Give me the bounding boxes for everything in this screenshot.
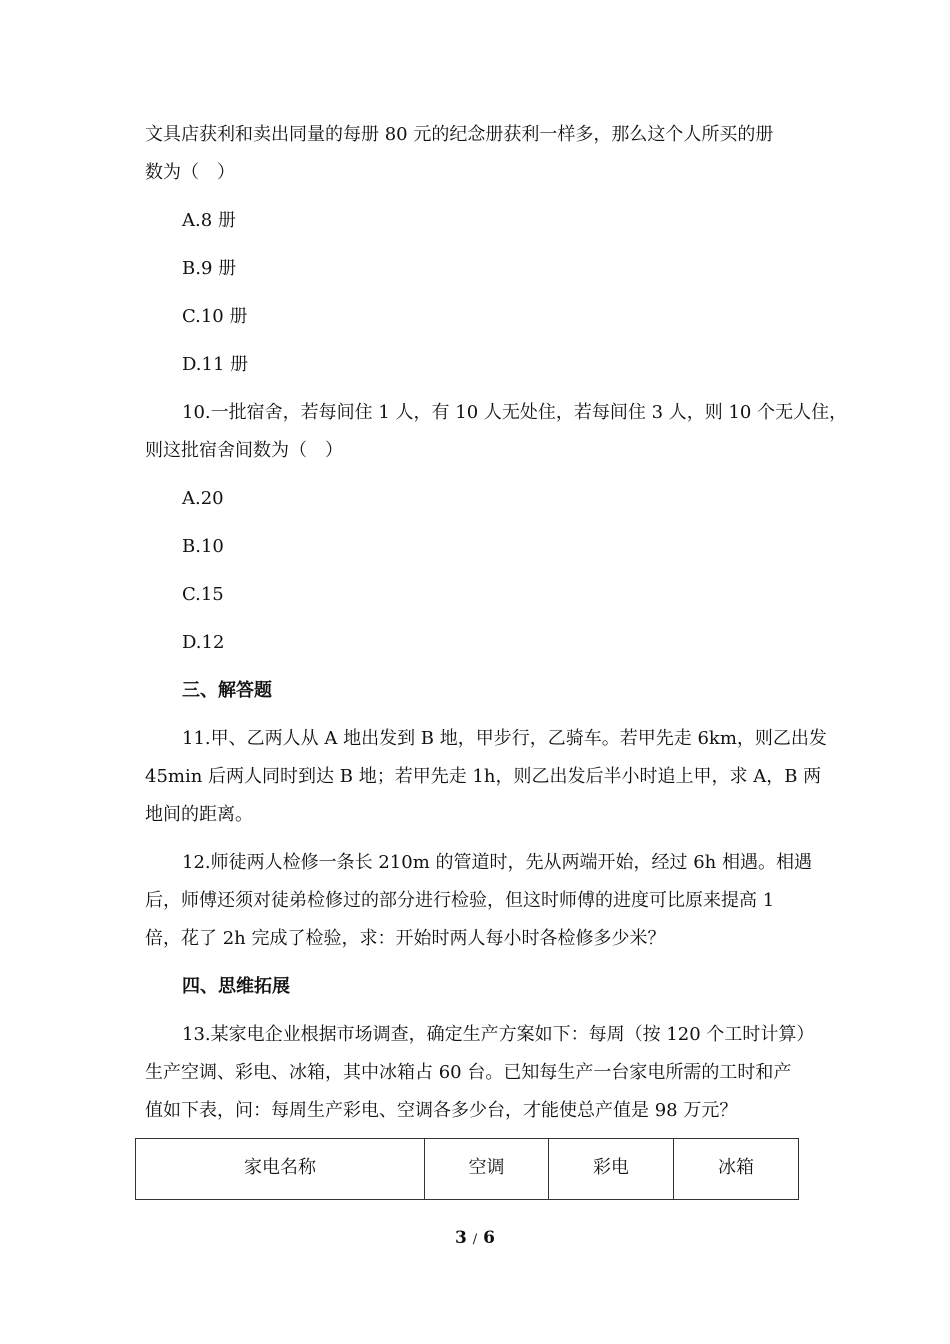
section-heading-answers: 三、解答题 — [182, 680, 272, 701]
page-number — [0, 1228, 950, 1248]
q9-option-c: C.10 册 — [182, 306, 248, 327]
page-current: 3 — [455, 1228, 467, 1248]
q10-option-a: A.20 — [182, 488, 224, 509]
table-header-refrigerator: 冰箱 — [674, 1139, 799, 1200]
q9-option-d: D.11 册 — [182, 354, 249, 375]
q10-text-line2: 则这批宿舍间数为（ ） — [145, 440, 343, 461]
q12-text-line1: 12.师徒两人检修一条长 210m 的管道时，先从两端开始，经过 6h 相遇。相遇 — [182, 852, 812, 873]
q9-option-a: A.8 册 — [182, 210, 236, 231]
table-header-air-conditioner: 空调 — [425, 1139, 549, 1200]
page-total: 6 — [483, 1228, 495, 1248]
appliance-table — [135, 1138, 799, 1200]
section-heading-thinking: 四、思维拓展 — [182, 976, 290, 997]
q10-option-b: B.10 — [182, 536, 224, 557]
q12-text-line3: 倍，花了 2h 完成了检验，求：开始时两人每小时各检修多少米？ — [145, 928, 666, 949]
q9-text-line1: 文具店获利和卖出同量的每册 80 元的纪念册获利一样多，那么这个人所买的册 — [145, 124, 774, 145]
q13-text-line1: 13.某家电企业根据市场调查，确定生产方案如下：每周（按 120 个工时计算） — [182, 1024, 815, 1045]
q13-text-line3: 值如下表，问：每周生产彩电、空调各多少台，才能使总产值是 98 万元？ — [145, 1100, 738, 1121]
q9-option-b: B.9 册 — [182, 258, 237, 279]
q10-option-d: D.12 — [182, 632, 225, 653]
table-header-row — [136, 1139, 799, 1200]
page-separator: / — [472, 1232, 478, 1247]
table-header-color-tv: 彩电 — [549, 1139, 674, 1200]
q11-text-line2: 45min 后两人同时到达 B 地；若甲先走 1h，则乙出发后半小时追上甲，求 A，B 两 — [145, 766, 822, 787]
q13-text-line2: 生产空调、彩电、冰箱，其中冰箱占 60 台。已知每生产一台家电所需的工时和产 — [145, 1062, 792, 1083]
q10-option-c: C.15 — [182, 584, 224, 605]
q9-text-line2: 数为（ ） — [145, 162, 235, 183]
q10-text-line1: 10.一批宿舍，若每间住 1 人，有 10 人无处住，若每间住 3 人，则 10 个无人住， — [182, 402, 848, 423]
table-header-appliance-name: 家电名称 — [136, 1139, 425, 1200]
q12-text-line2: 后，师傅还须对徒弟检修过的部分进行检验，但这时师傅的进度可比原来提高 1 — [145, 890, 775, 911]
q11-text-line1: 11.甲、乙两人从 A 地出发到 B 地，甲步行，乙骑车。若甲先走 6km，则乙出发 — [182, 728, 827, 749]
q11-text-line3: 地间的距离。 — [145, 804, 253, 825]
